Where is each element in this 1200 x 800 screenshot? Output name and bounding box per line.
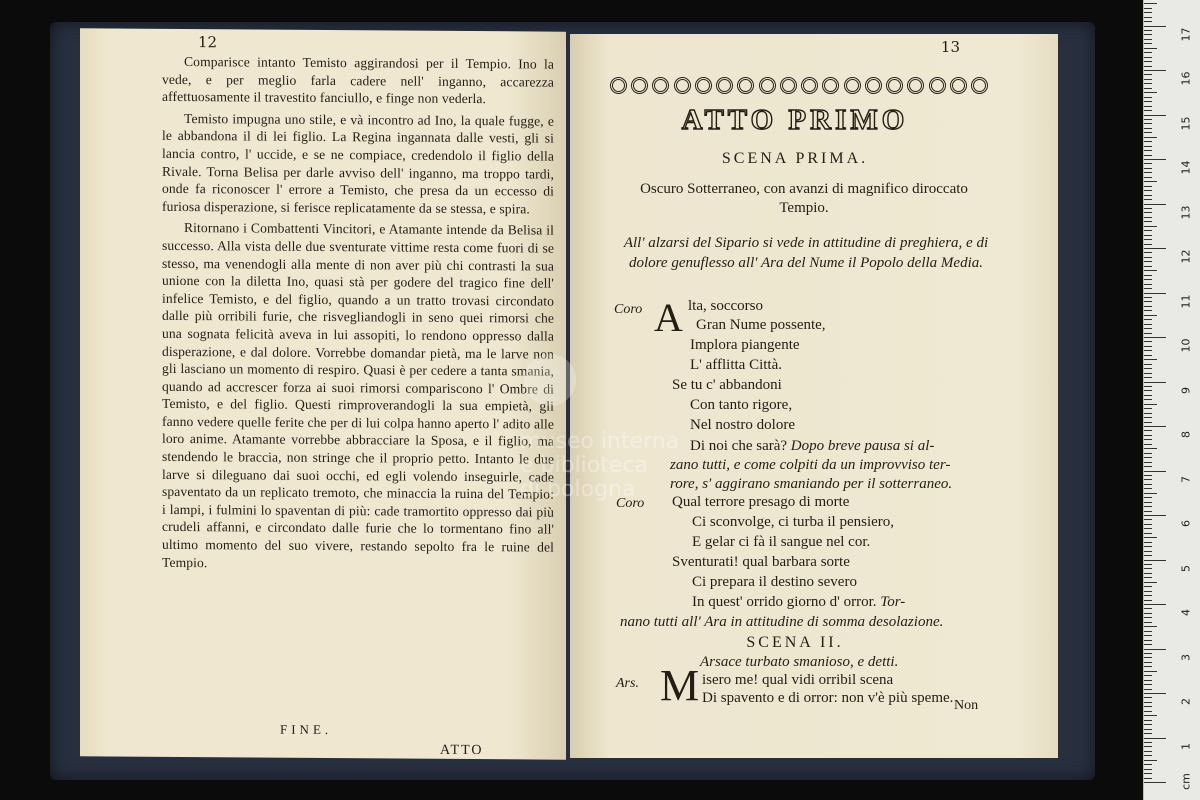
ruler-tick [1144,172,1152,173]
ruler-label: 17 [1179,27,1193,41]
ruler-tick [1144,386,1152,387]
ruler-tick [1144,257,1152,258]
ruler-tick [1144,355,1152,356]
catchword-left: ATTO [440,742,484,759]
scene-setting: Oscuro Sotterraneo, con avanzi di magnifico diroccato Tempio. [640,181,968,216]
ruler-tick [1144,168,1152,169]
verse-text: Di noi che sarà? [690,438,788,454]
ruler-tick [1144,542,1152,543]
ruler-tick [1144,110,1152,111]
ruler-tick [1144,364,1152,365]
ruler-tick [1144,74,1152,75]
ruler-tick [1144,733,1152,734]
catchword-right: Non [954,698,979,713]
ruler-tick [1144,39,1152,40]
verse-line: Nel nostro dolore [690,417,795,433]
ruler-tick [1144,444,1152,445]
ruler-tick [1144,52,1152,53]
ruler-tick [1144,34,1152,35]
ruler-label: 6 [1179,520,1193,527]
ruler-tick [1144,746,1152,747]
ruler-tick [1144,493,1157,494]
ruler-tick [1144,417,1152,418]
ruler-tick [1144,368,1152,369]
drop-cap: M [660,661,700,710]
ruler-tick [1144,422,1152,423]
ruler-tick [1144,711,1152,712]
scene-title: SCENA PRIMA. [721,150,869,167]
page-number-left: 12 [198,33,218,52]
ruler-tick [1144,48,1157,49]
ruler-label: 10 [1179,338,1193,353]
paragraph: Ritornano i Combattenti Vincitori, e Atamante intende da Belisa il successo. Alla vista delle due sventurate vittime resta come fuori di se stesso, ma venendogli alla mente di non aver più chi contrasti la sua unione con la diletta Ino, quasi stà per godere del tragico fine dell' infelice Temisto, e del figlio, quando a un tratto trovasi circondato dalle più orribili furie, che risvegliandogli in seno quei rimorsi che una sognata felicità aveva in lui assopiti, lo rendono oppresso dalla disperazione, e dal dolore. Vorrebbe domandar pietà, ma le larve non gli lasciano un momento di respiro. Quasi è per cedere a tanta smania, quando ad accrescer forza ai suoi rimorsi compariscono l' Ombre di Temisto, e del figlio. Questi rimproverandogli la sua empietà, gli fanno vedere quelle ferite che per di lui colpa hanno aperto l' adito alle loro anime. Atamante vorrebbe abbracciare la Sposa, e il figlio, ma stendendo le braccia, non stringe che il proprio petto. Intanto le due larve si dileguano dai suoi occhi, ed egli volendo inseguirle, cade spaventato da un replicato tremoto, che minaccia la ruina del Tempio: i lampi, i fulmini lo spaventan di più: cade tramortito oppresso dai più crudeli affanni, e circondato dalle furie che lo tormentano fino all' ultimo momento del suo vivere, restando sepolto fra le ruine del Tempio. [162,220,554,570]
ruler-tick [1144,720,1152,721]
ruler-tick [1144,395,1152,396]
ruler-tick [1144,315,1157,316]
ruler-tick [1144,742,1152,743]
ruler-tick [1144,373,1152,374]
ruler-tick [1144,506,1152,507]
ruler-tick [1144,649,1166,650]
ruler-tick [1144,577,1152,578]
ruler-tick [1144,613,1152,614]
ruler-tick [1144,306,1152,307]
ruler-tick [1144,426,1166,427]
ruler-tick [1144,146,1152,147]
verse-line: L' afflitta Città. [690,357,782,373]
ruler-tick [1144,244,1152,245]
ruler-tick [1144,284,1152,285]
ruler-tick [1144,266,1152,267]
ruler-tick [1144,560,1166,561]
ruler-tick [1144,573,1152,574]
ruler-label: 12 [1179,249,1193,264]
verse-line: Con tanto rigore, [690,397,793,413]
ruler-tick [1144,235,1152,236]
ruler-tick [1144,3,1157,4]
left-page [80,28,566,759]
ruler-tick [1144,79,1152,80]
ruler-tick [1144,533,1152,534]
scene-direction: Arsace turbato smanioso, e detti. [700,654,899,670]
ruler-tick [1144,137,1157,138]
ruler-tick [1144,693,1166,694]
stage-direction-line: nano tutti all' Ara in attitudine di somma desolazione. [620,614,944,630]
ruler-tick [1144,439,1152,440]
ruler-tick [1144,568,1152,569]
ruler-tick [1144,497,1152,498]
ruler-tick [1144,132,1152,133]
ruler-tick [1144,92,1157,93]
ruler-tick [1144,101,1152,102]
ruler-tick [1144,159,1166,160]
ruler-tick [1144,479,1152,480]
ruler-tick [1144,755,1152,756]
verse-line: Se tu c' abbandoni [672,377,782,393]
ruler-tick [1144,626,1157,627]
ruler-tick [1144,697,1152,698]
ruler-tick [1144,8,1152,9]
ruler-tick [1144,324,1152,325]
speaker-label: Coro [614,302,643,317]
ruler-tick [1144,150,1152,151]
act-title: ATTO PRIMO [681,104,909,136]
ruler-tick [1144,279,1152,280]
verse-line: isero me! qual vidi orribil scena [702,672,894,688]
ruler-tick [1144,350,1152,351]
ruler-tick [1144,689,1152,690]
ruler-label: 9 [1179,386,1193,394]
ruler-tick [1144,252,1152,253]
ruler-tick [1144,30,1152,31]
ruler-tick [1144,319,1152,320]
ruler-tick [1144,301,1152,302]
ruler-tick [1144,471,1166,472]
ruler-tick [1144,359,1157,360]
ruler-tick [1144,773,1152,774]
verse-line: lta, soccorso [688,298,763,314]
ruler-tick [1144,199,1152,200]
ruler-tick [1144,760,1157,761]
ruler-tick [1144,564,1152,565]
ruler-tick [1144,435,1152,436]
ruler-tick [1144,475,1152,476]
ruler-tick [1144,782,1166,783]
ruler-tick [1144,680,1152,681]
ruler-tick [1144,141,1152,142]
page-number-right: 13 [940,38,960,56]
ruler-tick [1144,66,1152,67]
ruler-unit-label: cm [1179,773,1193,790]
ruler-tick [1144,706,1152,707]
ruler-tick [1144,413,1152,414]
ruler-tick [1144,97,1152,98]
ruler-tick [1144,528,1152,529]
stage-direction: All' alzarsi del Sipario si vede in attitudine di preghiera, e di dolore genuflesso all' Ara del Nume il Popolo della Media. [623,235,989,271]
ruler-tick [1144,715,1157,716]
ruler-tick [1144,631,1152,632]
ruler-tick [1144,293,1166,294]
ruler-label: 7 [1179,475,1193,483]
ruler-label: 1 [1179,742,1193,750]
verse-line: Implora piangente [690,337,800,353]
drop-cap: A [654,295,683,340]
ruler-tick [1144,511,1152,512]
verse-line: Ci sconvolge, ci turba il pensiero, [692,514,895,530]
verse-line: Ci prepara il destino severo [692,574,857,590]
watermark-line: di bologna [520,477,636,502]
right-page [570,34,1058,758]
ruler-tick [1144,635,1152,636]
stage-direction-line: zano tutti, e come colpiti da un improvviso ter- [670,457,951,473]
ruler-tick [1144,186,1152,187]
ruler-tick [1144,57,1152,58]
ruler-tick [1144,617,1152,618]
ruler-tick [1144,217,1152,218]
ruler-tick [1144,399,1152,400]
ruler-tick [1144,555,1152,556]
ruler-tick [1144,519,1152,520]
ruler-tick [1144,261,1152,262]
ruler-tick [1144,43,1152,44]
ruler-label: 13 [1179,205,1193,219]
measuring-ruler [1143,0,1200,800]
ruler-tick [1144,537,1157,538]
ruler-tick [1144,21,1152,22]
ruler-tick [1144,337,1166,338]
ruler-label: 4 [1179,609,1193,616]
ruler-tick [1144,675,1152,676]
ruler-tick [1144,190,1152,191]
ruler-tick [1144,377,1152,378]
stage-direction-inline: Tor- [880,594,906,610]
ruler-tick [1144,729,1152,730]
ruler-tick [1144,83,1152,84]
ruler-tick [1144,484,1152,485]
ruler-tick [1144,404,1157,405]
ruler-tick [1144,724,1152,725]
ruler-tick [1144,328,1152,329]
ruler-tick [1144,123,1152,124]
ruler-tick [1144,17,1152,18]
ruler-tick [1144,778,1152,779]
speaker-label: Ars. [616,676,639,691]
ruler-tick [1144,738,1166,739]
paragraph: Comparisce intanto Temisto aggirandosi per il Tempio. Ino la vede, e per meglio farla cadere nell' inganno, accarezza affettuosamente il travestito fanciullo, e finge non vederla. [162,54,554,107]
ruler-tick [1144,671,1157,672]
verse-text: In quest' orrido giorno d' orror. [692,594,877,610]
ruler-tick [1144,181,1157,182]
ruler-tick [1144,195,1152,196]
ruler-tick [1144,488,1152,489]
ruler-tick [1144,163,1152,164]
ruler-tick [1144,288,1152,289]
verse-line: E gelar ci fà il sangue nel cor. [692,534,871,550]
ruler-tick [1144,70,1166,71]
verse-line: Sventurati! qual barbara sorte [672,554,850,570]
ruler-tick [1144,341,1152,342]
ruler-tick [1144,275,1152,276]
ruler-tick [1144,751,1152,752]
ruler-tick [1144,128,1152,129]
ruler-tick [1144,310,1152,311]
ruler-tick [1144,600,1152,601]
verse-line: Qual terrore presago di morte [672,494,850,510]
ruler-tick [1144,115,1166,116]
ruler-tick [1144,502,1152,503]
ruler-tick [1144,226,1157,227]
ruler-tick [1144,448,1157,449]
stage-direction-inline: Dopo breve pausa si al- [790,438,935,454]
watermark-line: e biblioteca [520,453,648,478]
ruler-label: 2 [1179,698,1193,705]
ruler-tick [1144,239,1152,240]
left-page-text [162,53,554,574]
ruler-tick [1144,657,1152,658]
verse-line: Gran Nume possente, [696,317,826,333]
ruler-tick [1144,61,1152,62]
ruler-tick [1144,208,1152,209]
ruler-tick [1144,462,1152,463]
ruler-label: 3 [1179,653,1193,661]
ruler-label: 11 [1179,294,1193,308]
ruler-tick [1144,662,1152,663]
ruler-tick [1144,88,1152,89]
ruler-label: 16 [1179,71,1193,86]
watermark-logo [524,354,576,406]
ruler-tick [1144,430,1152,431]
ruler-tick [1144,26,1166,27]
stage-direction-line: rore, s' aggirano smaniando per il sotterraneo. [670,476,953,492]
ruler-tick [1144,230,1152,231]
verse-line [692,594,905,611]
ruler-tick [1144,346,1152,347]
ruler-tick [1144,769,1152,770]
ruler-tick [1144,640,1152,641]
paragraph: Temisto impugna uno stile, e và incontro ad Ino, la quale fugge, e le abbandona il di lei figlio. La Regina ingannata dalle vesti, gli si lancia contro, l' uccide, e se ne compiace, credendolo il figlio della Rivale. Torna Belisa per darle avviso dell' inganno, ma troppo tardi, onde fa riconoscer l' errore a Temisto, che presa da un eccesso di furiosa disperazione, si ferisce replicatamente da se stessa, e spira. [162,110,554,217]
verse-line [690,438,934,455]
ruler-tick [1144,457,1152,458]
ruler-tick [1144,644,1152,645]
ruler-label: 5 [1179,564,1193,572]
ruler-tick [1144,466,1152,467]
ruler-label: 8 [1179,431,1193,438]
scene-title-2: SCENA II. [746,634,844,651]
ruler-tick [1144,297,1152,298]
ruler-tick [1144,653,1152,654]
ruler-label: 15 [1179,116,1193,130]
ruler-tick [1144,204,1166,205]
ruler-tick [1144,515,1166,516]
ruler-tick [1144,119,1152,120]
ruler-tick [1144,408,1152,409]
speaker-label: Coro [616,496,645,511]
verse-line: Di spavento e di orror: non v'è più speme. [702,690,954,706]
ruler-tick [1144,524,1152,525]
ruler-tick [1144,453,1152,454]
ornament-band [610,72,988,98]
ruler-tick [1144,604,1166,605]
ruler-tick [1144,595,1152,596]
ruler-tick [1144,586,1152,587]
ruler-tick [1144,591,1152,592]
ruler-tick [1144,155,1152,156]
ruler-tick [1144,622,1152,623]
ruler-tick [1144,390,1152,391]
ruler-tick [1144,582,1157,583]
ruler-tick [1144,684,1152,685]
fine-label: FINE. [280,721,333,738]
library-watermark [520,430,679,502]
ruler-tick [1144,270,1157,271]
ruler-tick [1144,546,1152,547]
ruler-label: 14 [1179,160,1193,175]
ruler-tick [1144,177,1152,178]
ruler-tick [1144,106,1152,107]
ruler-tick [1144,764,1152,765]
ruler-tick [1144,551,1152,552]
ruler-tick [1144,702,1152,703]
ruler-tick [1144,608,1152,609]
ruler-tick [1144,248,1166,249]
ruler-tick [1144,333,1152,334]
ruler-tick [1144,12,1152,13]
ruler-tick [1144,666,1152,667]
ruler-tick [1144,212,1152,213]
ruler-tick [1144,382,1166,383]
ruler-tick [1144,221,1152,222]
watermark-line: museo interna [520,429,680,454]
